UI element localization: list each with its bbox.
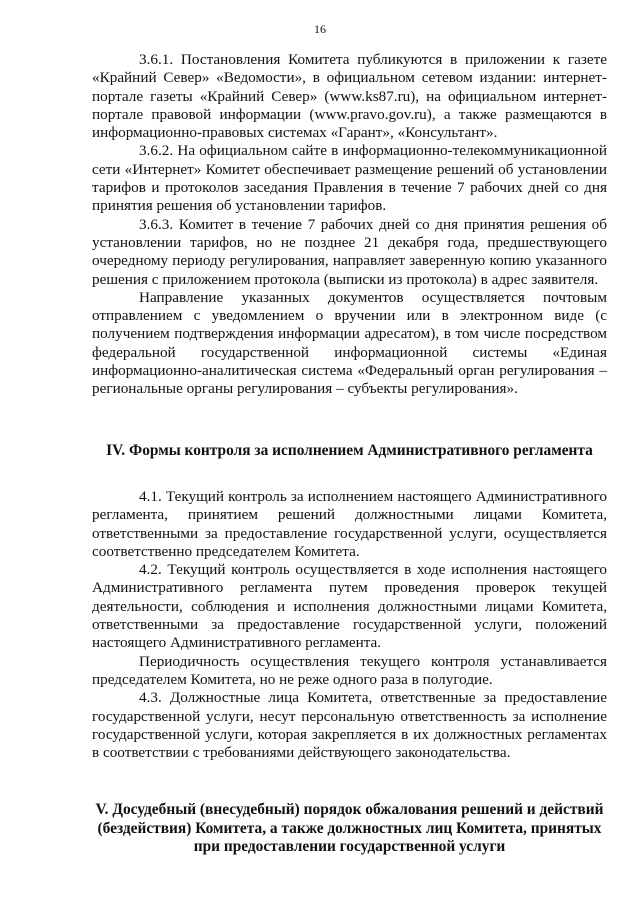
paragraph-4-2-periodicity: Периодичность осуществления текущего контроля устанавливается председателем Комитета, но не реже одного раза в полугодие.: [92, 652, 607, 688]
section-5-heading-line: V. Досудебный (внесудебный) порядок обжалования решений и действий: [95, 801, 604, 819]
section-5-heading-line: при предоставлении государственной услуги: [193, 837, 506, 855]
section-5-heading-line: (бездействия) Комитета, а также должностных лиц Комитета, принятых: [97, 819, 602, 837]
section-4-heading: IV. Формы контроля за исполнением Административного регламента: [106, 441, 593, 459]
section-5-heading: [92, 801, 607, 856]
paragraph-4-3: 4.3. Должностные лица Комитета, ответственные за предоставление государственной услуги, несут персональную ответственность за исполнение государственной услуги, которая закрепляется в их должностных регламентах в соответствии с требованиями действующего законодательства.: [92, 689, 607, 762]
paragraph-4-1: 4.1. Текущий контроль за исполнением настоящего Административного регламента, принятием решений должностными лицами Комитета, ответственными за предоставление государственной услуги, осуществляется соответственно председателем Комитета.: [92, 487, 607, 560]
paragraph-3-6-3: 3.6.3. Комитет в течение 7 рабочих дней со дня принятия решения об установлении тарифов, но не позднее 21 декабря года, предшествующего очередному периоду регулирования, направляет заверенную копию указанного решения с приложением протокола (выписки из протокола) в адрес заявителя.: [92, 215, 607, 288]
paragraph-3-6-3-delivery: Направление указанных документов осуществляется почтовым отправлением с уведомлением о вручении или в электронном виде (с получением подтверждения информации адресатом), в том числе посредством федеральной государственной информационной системы «Единая информационно-аналитическая система «Федеральный орган регулирования – региональные органы регулирования – субъекты регулирования».: [92, 288, 607, 398]
paragraph-3-6-2: 3.6.2. На официальном сайте в информационно-телекоммуникационной сети «Интернет» Комитет обеспечивает размещение решений об установлении тарифов и протоколов заседания Правления в течение 7 рабочих дней со дня принятия решения об установлении тарифов.: [92, 142, 607, 215]
page-number: 16: [314, 22, 326, 36]
paragraph-3-6-1: 3.6.1. Постановления Комитета публикуются в приложении к газете «Крайний Север» «Ведомости», в официальном сетевом издании: интернет-портале газеты «Крайний Север» (www.ks87.ru), на официальном интернет-портале правовой информации (www.pravo.gov.ru), а также размещаются в информационно-правовых системах «Гарант», «Консультант».: [92, 51, 607, 142]
document-body: [92, 51, 607, 856]
paragraph-4-2: 4.2. Текущий контроль осуществляется в ходе исполнения настоящего Административного регламента путем проведения проверок текущей деятельности, соблюдения и исполнения должностными лицами Комитета, ответственными за предоставление государственной услуги, положений настоящего Административного регламента.: [92, 561, 607, 652]
